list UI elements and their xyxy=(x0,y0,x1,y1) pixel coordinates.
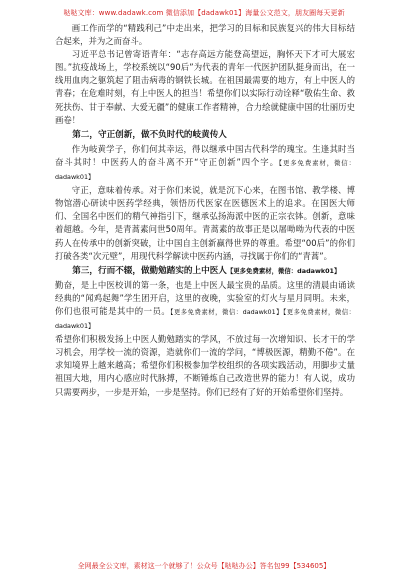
ad-text: 【更多免费素材，微信：dadawk01】 xyxy=(170,307,284,316)
ad-text: 【更多免费素材，微信：dadawk01】 xyxy=(55,307,355,331)
paragraph: 习近平总书记曾寄语青年：“志存高远方能登高望远，胸怀天下才可大展宏图。”抗疫战场上，学校系统以“90后”为代表的青年一代医护团队挺身而出，在一线用血肉之躯筑起了阻击病毒的钢铁长城。在祖国最需要的地方，有上中医人的青春；在危难时刻，有上中医人的担当！希望你们以实际行动诠释“敬佑生命、救死扶伤、甘于奉献、大爱无疆”的健康工作者精神，合力绘就健康中国的壮丽历史画卷！ xyxy=(55,49,355,125)
header-banner: 哒哒文库：www.dadawk.com 微信添加【dadawk01】海量公文范文，朋友圈每天更新 xyxy=(63,9,345,17)
footer-banner: 全网最全公文库，素材这一个就够了！公众号【哒哒办公】答名包99【534605】 xyxy=(77,562,331,570)
paragraph: 画工作而学的“精践利己”中走出来，把学习的目标和民族复兴的伟大目标结合起来，并为之而奋斗。 xyxy=(55,23,355,47)
paragraph-text: 勤奋，是上中医校训的第一条，也是上中医人最宝贵的品质。这里的清晨由诵读经典的“闻鸡起舞”学生团开启，这里的夜晚，实验室的灯火与星月同明。未来，你们也很可能是其中的一员。 xyxy=(55,279,355,316)
paragraph xyxy=(55,143,355,184)
paragraph: 希望你们积极发扬上中医人勤勉踏实的学风，不放过每一次增知识、长才干的学习机会，用学校一流的资源，造就你们一流的学问，“博极医源，精勤不倦”。在求知境界上越来越高；希望你们积极参加学校组织的各项实践活动，用脚步丈量祖国大地，用内心感应时代脉搏，不断锤炼自己改造世界的能力！有人说，成功只需要两步，一步是开始，一步是坚持。你们已经有了好的开始希望你们坚持。 xyxy=(55,334,355,397)
section-heading xyxy=(55,265,355,278)
ad-text: 【更多免费素材，微信：dadawk01】 xyxy=(226,266,341,275)
document-body xyxy=(55,22,355,399)
paragraph xyxy=(55,279,355,333)
section-heading: 第二，守正创新，做不负时代的岐黄传人 xyxy=(72,129,227,140)
ad-text: 【更多免费素材，微信：dadawk01】 xyxy=(55,158,355,182)
section-heading-text: 第三，行而不辍，做勤勉踏实的上中医人 xyxy=(72,265,227,276)
paragraph-text: 作为岐黄学子，你们何其幸运，得以继承中国古代科学的瑰宝。生逢其时当奋斗其时！中医药人的奋斗离不开“守正创新”四个字。 xyxy=(55,143,355,167)
paragraph: 守正，意味着传承。对于你们来说，就是沉下心来，在图书馆、教学楼、博物馆潜心研读中医药学经典，领悟历代医家在医德医术上的追求。在国医大师们、全国名中医们的精气神指引下，继承弘扬海派中医的正宗衣钵。创新，意味着超越。今年，是青蒿素问世50周年。青蒿素的故事正是以屠呦呦为代表的中医药人在传承中的创新突破，让中国自主创新赢得世界的尊重。希望“00后”的你们打破各类“次元壁”，用现代科学解读中医药内涵，寻找属于你们的“青蒿”。 xyxy=(55,185,355,261)
